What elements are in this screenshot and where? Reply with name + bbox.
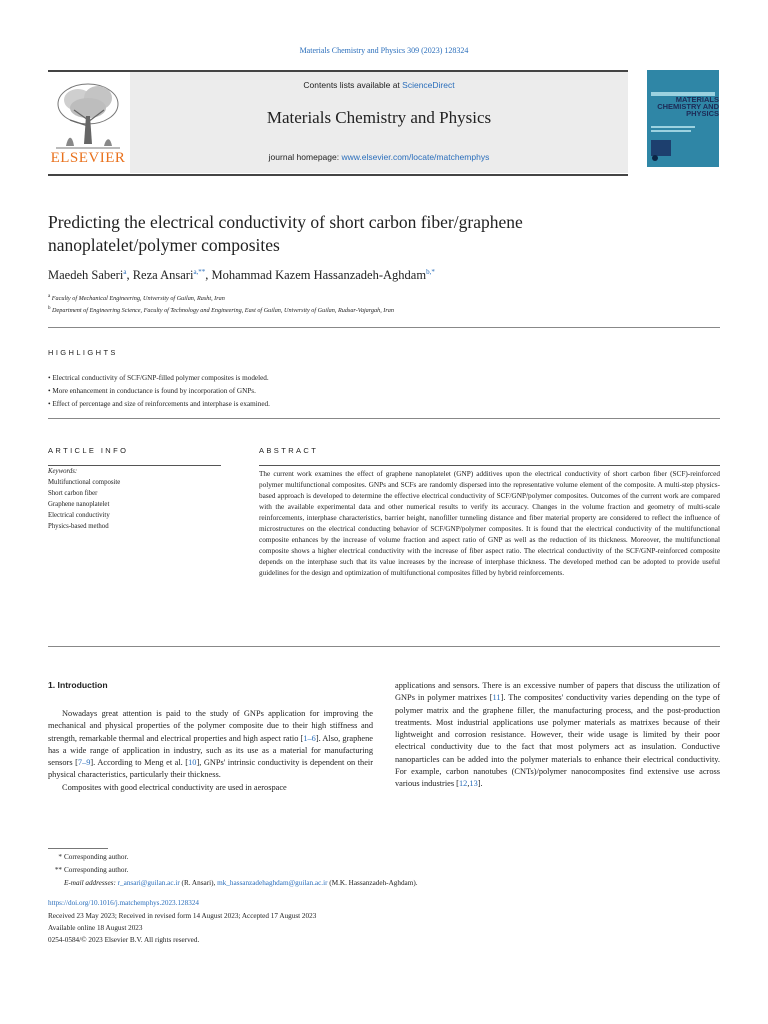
affiliation-mark: b [48, 306, 51, 311]
journal-title: Materials Chemistry and Physics [266, 108, 492, 127]
highlights-top-rule [48, 327, 720, 328]
abstract-text: The current work examines the effect of graphene nanoplatelet (GNP) additives upon the electrical conductivity of short carbon fiber (SCF)-reinforced polymer multifunctional composites. GNPs and SCFs are randomly dispersed into the representative volume element of the composite. A multi-step physics-based approach is developed to determine the effective electrical conductivity of SCF/GNP/polymer composites. Outcomes of the current work are compared with the available experimental data and other numerical results to verify its accuracy. Changes in the volume fraction and geometry of multi-scale reinforcements, interphase characteristics, barrier height, nanofiller tunneling distance and fiber material property are considered to reflect the influence of microstructures on the electrical conducting behavior of SCF/GNP/polymer composites. It is found that the electrical conductivity of the multifunctional composite enhances by the increase of volume fraction and aspect ratio of GNP as well as the reduction of its thickness. Moreover, the multifunctional composite shows a higher electrical conductivity with the increase of fiber aspect ratio. The electrical conductivity of the SCF/GNP-reinforced composite depends on the interphase such that its value increases by the increase of interphase thickness. The developed method can be adopted to provide useful guidelines for the design and optimization of multifunctional composites filled by hybrid reinforcements. [259, 470, 720, 577]
highlight-item: • More enhancement in conductance is found by incorporation of GNPs. [48, 387, 256, 395]
email-label: E-mail addresses: [64, 879, 116, 887]
intro-paragraph-continued [395, 680, 720, 790]
citation-link[interactable]: 13 [469, 779, 478, 788]
email-owner: (R. Ansari), [179, 879, 218, 887]
article-dates: Received 23 May 2023; Received in revised form 14 August 2023; Accepted 17 August 2023 [48, 912, 317, 920]
author-name: Mohammad Kazem Hassanzadeh-Aghdam [211, 268, 427, 283]
email-link[interactable]: mk_hassanzadehaghdam@guilan.ac.ir [217, 879, 328, 887]
footnote-rule [48, 848, 108, 849]
highlight-item: • Electrical conductivity of SCF/GNP-filled polymer composites is modeled. [48, 374, 269, 382]
citation-link[interactable]: 11 [492, 693, 501, 703]
cover-art-icon [647, 70, 719, 167]
author-name: Reza Ansari [132, 268, 194, 283]
author-name: Maedeh Saberi [48, 268, 124, 283]
keyword[interactable]: Physics-based method [48, 523, 109, 530]
body-column-right [395, 680, 720, 790]
affiliation-b [48, 306, 394, 314]
abstract-bottom-rule [48, 646, 720, 647]
article-title-line-2: nanoplatelet/polymer composites [48, 235, 280, 255]
article-title-line-1: Predicting the electrical conductivity of short carbon fiber/graphene [48, 212, 523, 232]
highlights-bottom-rule [48, 418, 720, 419]
citation-link[interactable]: 12 [458, 779, 468, 788]
footnote-corresponding-2 [48, 866, 128, 874]
article-info-heading: ARTICLE INFO [48, 446, 129, 455]
header-bottom-rule [48, 174, 628, 176]
contents-prefix: Contents lists available at [303, 80, 403, 90]
affiliation-a [48, 294, 225, 302]
author-affiliation-mark[interactable]: a,** [193, 268, 206, 276]
keywords-label: Keywords: [48, 468, 78, 475]
body-text: Nowadays great attention is paid to the study of GNPs application for improving the mechanical and physical properties of the polymer composite due to their high stiffness and strength, remarkable thermal and electrical properties and high aspect ratio [ [48, 709, 373, 743]
body-text: ]. [477, 779, 483, 788]
footnote-corresponding-1 [48, 853, 128, 861]
body-text: applications and sensors. There is an excessive number of papers that discuss the utilization of GNPs in polymer matrixes [ [395, 681, 720, 703]
intro-paragraph-1 [48, 708, 373, 782]
abstract-heading: ABSTRACT [259, 446, 319, 455]
section-heading-introduction: 1. Introduction [48, 680, 108, 690]
affiliation-mark: a [48, 294, 51, 299]
sciencedirect-link[interactable]: ScienceDirect [402, 80, 455, 90]
online-date: Available online 18 August 2023 [48, 924, 143, 932]
footnote-mark: ** [54, 866, 62, 874]
author-separator: , [126, 268, 133, 283]
keyword[interactable]: Electrical conductivity [48, 512, 110, 519]
keyword[interactable]: Multifunctional composite [48, 479, 121, 486]
body-text: ], GNPs' intrinsic conductivity is dependent on their physical characteristics, particularly their thickness. [48, 758, 374, 780]
email-owner: (M.K. Hassanzadeh-Aghdam). [327, 879, 418, 887]
contents-line [130, 80, 628, 90]
doi-link[interactable]: https://doi.org/10.1016/j.matchemphys.2023.128324 [48, 899, 200, 907]
cover-title: MATERIALS CHEMISTRY AND PHYSICS [657, 95, 719, 118]
body-column-left [48, 708, 373, 794]
article-info-rule [48, 465, 221, 466]
affiliation-text: Department of Engineering Science, Faculty of Technology and Engineering, East of Guilan, University of Guilan, Rudsar-Vajargah, Iran [52, 307, 394, 315]
highlights-heading: HIGHLIGHTS [48, 348, 118, 357]
keyword[interactable]: Short carbon fiber [48, 490, 98, 497]
body-text: ]. Also, graphene has a wide range of application in industry, such as its use as a material for manufacturing sensors [ [48, 733, 373, 767]
author-affiliation-mark[interactable]: b,* [426, 268, 435, 276]
author-separator: , [205, 268, 212, 283]
author-affiliation-mark[interactable]: a [123, 268, 127, 276]
email-link[interactable]: r_ansari@guilan.ac.ir [117, 879, 180, 887]
homepage-prefix: journal homepage: [268, 152, 342, 162]
footnote-mark: * [58, 853, 62, 861]
journal-reference[interactable]: Materials Chemistry and Physics 309 (2023) 128324 [299, 46, 469, 55]
article-title [48, 211, 608, 257]
body-text: , [467, 779, 470, 788]
citation-link[interactable]: 7–9 [77, 758, 91, 767]
footnote-text: Corresponding author. [64, 853, 129, 861]
abstract-rule [259, 465, 720, 466]
highlight-item: • Effect of percentage and size of reinforcements and interphase is examined. [48, 400, 270, 408]
citation-link[interactable]: 10 [188, 758, 197, 767]
footnote-emails [48, 879, 418, 887]
copyright: 0254-0584/© 2023 Elsevier B.V. All rights reserved. [48, 936, 200, 944]
body-text: ]. The composites' conductivity varies depending on the type of polymer matrix and the graphene filler, the manufacturing process, and the post-production treatments. Most industrial applications use polymer materials as matrixes because of their lightweight and corrosion resistance. However, their wide usage is limited by their poor electrical conductivity due to the fact that most polymers act as insulation. Conductive nanoparticles can be added into the polymer materials to enhance their electrical conductivity. For example, carbon nanotubes (CNTs)/polymer nanocomposites find extensive use across various industries [ [395, 693, 721, 788]
homepage-link[interactable]: www.elsevier.com/locate/matchemphys [341, 152, 490, 162]
keyword[interactable]: Graphene nanoplatelet [48, 501, 110, 508]
affiliation-text: Faculty of Mechanical Engineering, University of Guilan, Rasht, Iran [51, 295, 225, 303]
intro-paragraph-2: Composites with good electrical conductivity are used in aerospace [62, 782, 287, 792]
elsevier-wordmark[interactable]: ELSEVIER [50, 150, 126, 166]
author-list [48, 268, 435, 283]
footnote-text: Corresponding author. [64, 866, 129, 874]
citation-link[interactable]: 1–6 [303, 733, 316, 743]
body-text: ]. According to Meng et al. [ [90, 758, 189, 767]
journal-cover-image[interactable] [647, 70, 719, 167]
journal-homepage [130, 152, 628, 162]
